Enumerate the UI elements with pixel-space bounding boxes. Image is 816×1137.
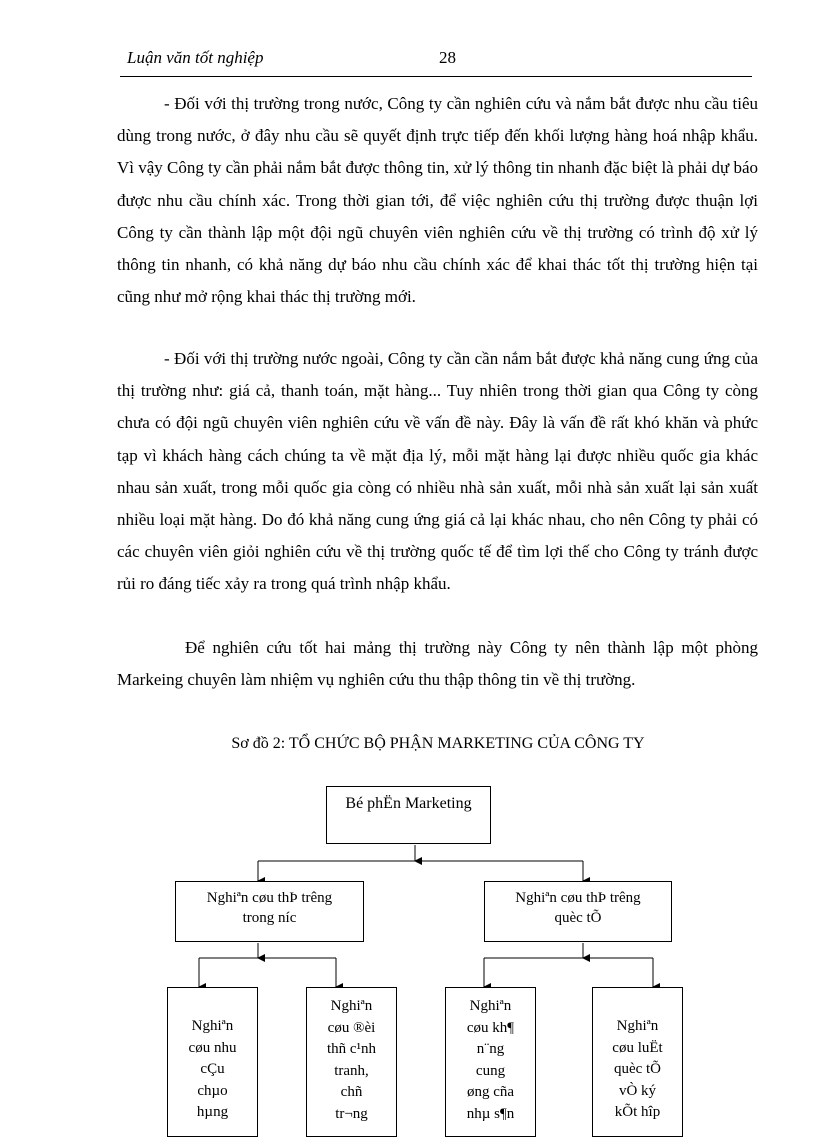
org-box-label-line: trong níc bbox=[242, 910, 297, 926]
paragraph-marketing-department: Để nghiên cứu tốt hai mảng thị trường này Công ty nên thành lập một phòng Markeing chuyên làm nhiệm vụ nghiên cứu thu thập thông tin về thị trường. bbox=[117, 638, 758, 690]
org-box-international-research bbox=[484, 881, 672, 942]
org-box-demand-research bbox=[167, 987, 258, 1137]
org-box-label-line: cøu ®èi bbox=[327, 1019, 376, 1036]
org-box-label-line: hµng bbox=[196, 1104, 229, 1120]
org-box-marketing bbox=[326, 786, 491, 844]
org-box-label-line: cÇu bbox=[200, 1061, 225, 1077]
org-box-label-line: vÒ ký bbox=[618, 1082, 657, 1099]
org-box-domestic-research bbox=[175, 881, 364, 942]
diagram-caption: Sơ đồ 2: TỔ CHỨC BỘ PHẬN MARKETING CỦA CÔNG TY bbox=[231, 735, 645, 752]
org-box-label-line: n¨ng bbox=[476, 1041, 505, 1057]
org-box-international-law-research bbox=[592, 987, 683, 1137]
org-box-label-line: Nghiªn bbox=[191, 1018, 234, 1034]
org-box-label-line: cung bbox=[475, 1062, 506, 1079]
org-box-label-line: thñ c¹nh bbox=[326, 1041, 377, 1057]
org-box-label-line: cøu nhu bbox=[188, 1039, 237, 1056]
page-number: 28 bbox=[439, 48, 456, 67]
org-box-label-line: quèc tÕ bbox=[613, 1061, 662, 1077]
org-box-label-line: Nghiªn bbox=[469, 998, 512, 1014]
org-box-label-line: kÕt hîp bbox=[614, 1104, 661, 1120]
org-box-label-line: cøu luËt bbox=[612, 1039, 663, 1056]
org-box-label-line: Nghiªn cøu thÞ trêng bbox=[515, 890, 641, 906]
paragraph-foreign-market: - Đối với thị trường nước ngoài, Công ty cần cần nắm bắt được khả năng cung ứng của thị trường như: giá cả, thanh toán, mặt hàng... Tuy nhiên trong thời gian qua Công ty còng chưa có đội ngũ chuyên viên nghiên cứu về vấn đề này. Đây là vấn đề rất khó khăn và phức tạp vì khách hàng cách chúng ta về mặt địa lý, mỗi mặt hàng lại được nhiều quốc gia khác nhau sản xuất, trong mỗi quốc gia còng có nhiều nhà sản xuất, mỗi nhà sản xuất lại sản xuất nhiều loại mặt hàng. Do đó khả năng cung ứng giá cả lại khác nhau, cho nên Công ty phải có các chuyên viên giỏi nghiên cứu về thị trường quốc tế để tìm lợi thế cho Công ty tránh được rủi ro đáng tiếc xảy ra trong quá trình nhập khẩu. bbox=[117, 349, 758, 594]
org-box-label-line: øng cña bbox=[466, 1084, 515, 1100]
org-box-label-line: Nghiªn bbox=[616, 1018, 659, 1034]
org-box-label: Bé phËn Marketing bbox=[345, 795, 472, 812]
org-box-label-line: tr¬ng bbox=[335, 1105, 368, 1122]
paragraph-domestic-market: - Đối với thị trường trong nước, Công ty cần nghiên cứu và nắm bắt được nhu cầu tiêu dùng trong nước, ở đây nhu cầu sẽ quyết định trực tiếp đến khối lượng hàng hoá nhập khẩu. Vì vậy Công ty cần phải nắm bắt được thông tin, xử lý thông tin nhanh đặc biệt là phải dự báo được nhu cầu chính xác. Trong thời gian tới, để việc nghiên cứu thị trường được thuận lợi Công ty cần thành lập một đội ngũ chuyên viên nghiên cứu về thị trường có trình độ xử lý thông tin nhanh, có khả năng dự báo nhu cầu chính xác để khai thác tốt thị trường hiện tại cũng như mở rộng khai thác thị trường mới. bbox=[117, 94, 758, 307]
org-box-supplier-research bbox=[445, 987, 536, 1137]
org-box-label-line: nhµ s¶n bbox=[466, 1105, 515, 1122]
org-box-competitor-research bbox=[306, 987, 397, 1137]
org-box-label-line: tranh, bbox=[334, 1062, 369, 1079]
org-box-label-line: quèc tÕ bbox=[554, 910, 602, 926]
org-box-label-line: chñ bbox=[340, 1084, 363, 1100]
org-box-label-line: Nghiªn bbox=[330, 998, 373, 1014]
org-box-label-line: cøu kh¶ bbox=[466, 1019, 515, 1036]
document-title: Luận văn tốt nghiệp bbox=[127, 48, 264, 67]
org-box-label-line: Nghiªn cøu thÞ trêng bbox=[206, 890, 333, 906]
org-box-label-line: chµo bbox=[197, 1082, 228, 1099]
